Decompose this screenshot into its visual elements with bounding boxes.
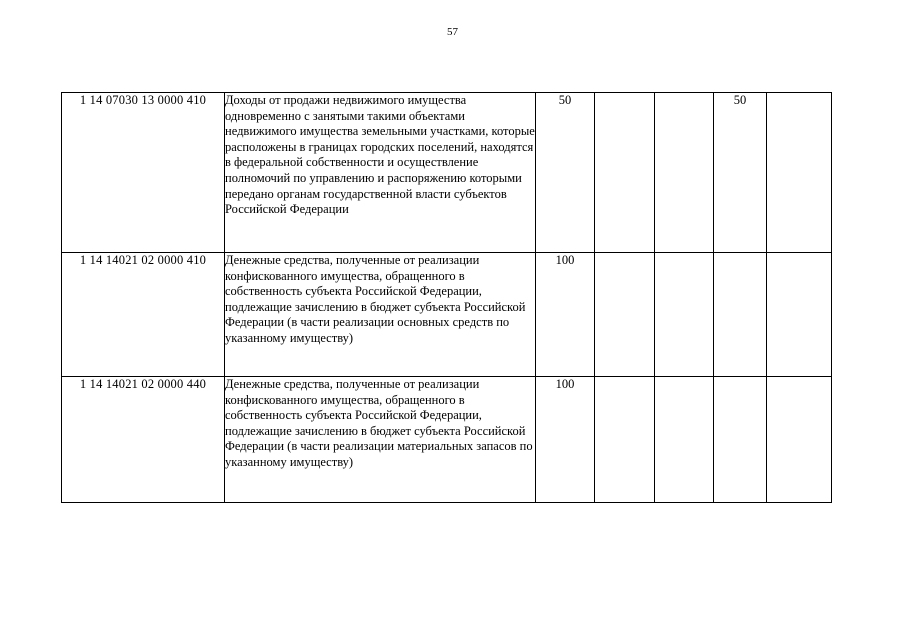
value-cell-3 — [655, 377, 714, 503]
description-cell: Доходы от продажи недвижимого имущества одновременно с занятыми такими объектами недвижимого имущества земельными участками, которые расположены в границах городских поселений, находятся в федеральной собственности и осуществление полномочий по управлению и распоряжению которыми передано органам государственной власти субъектов Российской Федерации — [225, 93, 536, 253]
description-cell: Денежные средства, полученные от реализации конфискованного имущества, обращенного в собственность субъекта Российской Федерации, подлежащие зачислению в бюджет субъекта Российской Федерации (в части реализации материальных запасов по указанному имуществу) — [225, 377, 536, 503]
value-cell-4 — [714, 377, 767, 503]
value-cell-3 — [655, 253, 714, 377]
value-cell-2 — [595, 93, 655, 253]
value-cell-4: 50 — [714, 93, 767, 253]
value-cell-2 — [595, 377, 655, 503]
value-cell-2 — [595, 253, 655, 377]
value-cell-1: 100 — [536, 253, 595, 377]
budget-code-cell: 1 14 07030 13 0000 410 — [62, 93, 225, 253]
budget-classification-table — [61, 92, 832, 503]
table-row — [62, 253, 832, 377]
budget-code-cell: 1 14 14021 02 0000 410 — [62, 253, 225, 377]
value-cell-4 — [714, 253, 767, 377]
table-row — [62, 93, 832, 253]
value-cell-5 — [767, 93, 832, 253]
budget-code-cell: 1 14 14021 02 0000 440 — [62, 377, 225, 503]
value-cell-1: 100 — [536, 377, 595, 503]
value-cell-3 — [655, 93, 714, 253]
table-row — [62, 377, 832, 503]
description-cell: Денежные средства, полученные от реализации конфискованного имущества, обращенного в собственность субъекта Российской Федерации, подлежащие зачислению в бюджет субъекта Российской Федерации (в части реализации основных средств по указанному имуществу) — [225, 253, 536, 377]
page-number: 57 — [447, 26, 458, 38]
value-cell-5 — [767, 253, 832, 377]
value-cell-1: 50 — [536, 93, 595, 253]
value-cell-5 — [767, 377, 832, 503]
